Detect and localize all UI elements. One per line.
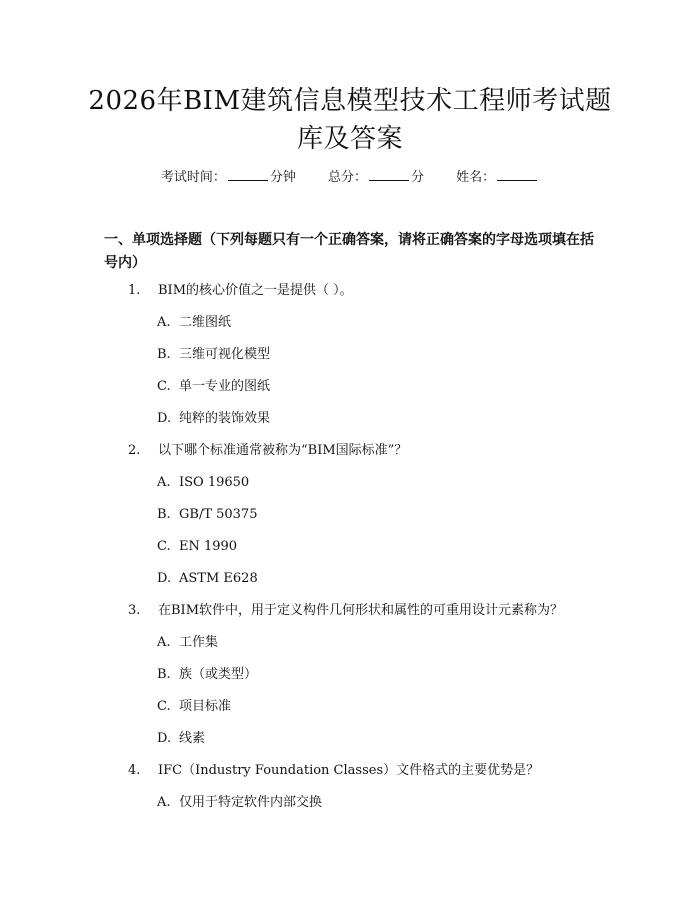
question-4 — [128, 761, 539, 781]
question-1-option-c — [157, 377, 270, 397]
option-letter: D. — [157, 731, 172, 746]
question-4-option-a — [157, 793, 322, 813]
question-text: BIM的核心价值之一是提供（ ）。 — [158, 283, 353, 298]
option-text: 三维可视化模型 — [179, 347, 271, 362]
option-letter: A. — [157, 475, 171, 490]
question-2-option-b — [157, 505, 257, 525]
option-letter: A. — [157, 795, 171, 810]
document-title-line-2: 库及答案 — [296, 124, 403, 154]
question-3-option-d — [157, 729, 205, 749]
option-text: 族（或类型） — [179, 667, 258, 682]
exam-time-blank — [228, 168, 268, 181]
section-heading: 一、单项选择题（下列每题只有一个正确答案，请将正确答案的字母选项填在括号内） — [104, 232, 594, 271]
option-letter: D. — [157, 411, 172, 426]
total-score-unit: 分 — [411, 170, 425, 185]
option-text: 纯粹的装饰效果 — [179, 411, 271, 426]
question-3 — [128, 601, 563, 621]
option-letter: D. — [157, 571, 172, 586]
option-text: ASTM E628 — [179, 571, 258, 586]
exam-info — [0, 168, 700, 188]
question-2-option-a — [157, 473, 249, 493]
question-number: 3. — [128, 603, 141, 618]
option-text: 单一专业的图纸 — [179, 379, 271, 394]
option-text: ISO 19650 — [179, 475, 250, 490]
option-letter: B. — [157, 347, 171, 362]
question-3-option-a — [157, 633, 218, 653]
option-text: GB/T 50375 — [179, 507, 258, 522]
question-number: 1. — [128, 283, 141, 298]
option-letter: C. — [157, 379, 171, 394]
option-letter: C. — [157, 539, 171, 554]
question-number: 2. — [128, 443, 141, 458]
option-letter: A. — [157, 315, 171, 330]
question-2-option-d — [157, 569, 258, 589]
total-score-blank — [369, 168, 409, 181]
option-text: 线素 — [179, 731, 206, 746]
question-1-option-b — [157, 345, 270, 365]
document-title-line-1: 2026年BIM建筑信息模型技术工程师考试题 — [88, 86, 612, 116]
question-2-option-c — [157, 537, 237, 557]
question-1-option-d — [157, 409, 270, 429]
question-text: 在BIM软件中，用于定义构件几何形状和属性的可重用设计元素称为？ — [158, 603, 563, 618]
question-1 — [128, 281, 353, 301]
option-text: 工作集 — [179, 635, 219, 650]
option-text: 项目标准 — [179, 699, 232, 714]
option-letter: B. — [157, 507, 171, 522]
question-3-option-c — [157, 697, 231, 717]
total-score-field — [328, 168, 424, 188]
question-3-option-b — [157, 665, 257, 685]
name-field — [456, 168, 539, 188]
option-letter: B. — [157, 667, 171, 682]
name-blank — [497, 168, 537, 181]
exam-time-unit: 分钟 — [269, 170, 296, 185]
question-text: 以下哪个标准通常被称为“BIM国际标准”？ — [158, 443, 408, 458]
question-2 — [128, 441, 407, 461]
question-1-option-a — [157, 313, 231, 333]
exam-time-label: 考试时间： — [160, 170, 226, 185]
option-letter: A. — [157, 635, 171, 650]
question-text: IFC（Industry Foundation Classes）文件格式的主要优势是？ — [158, 763, 540, 778]
option-letter: C. — [157, 699, 171, 714]
option-text: 二维图纸 — [179, 315, 232, 330]
name-label: 姓名： — [456, 170, 496, 185]
total-score-label: 总分： — [327, 170, 367, 185]
option-text: 仅用于特定软件内部交换 — [179, 795, 323, 810]
exam-time-field — [161, 168, 296, 188]
option-text: EN 1990 — [179, 539, 238, 554]
question-number: 4. — [128, 763, 141, 778]
